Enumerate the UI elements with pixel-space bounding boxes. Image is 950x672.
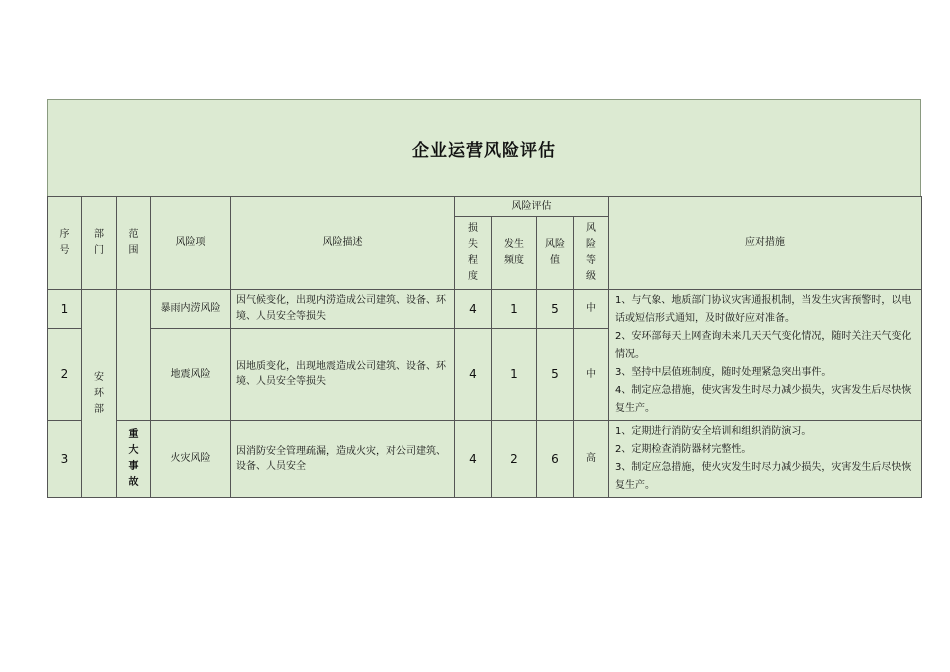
measure-line: 3、制定应急措施，使火灾发生时尽力减少损失，灾害发生后尽快恢复生产。 bbox=[615, 462, 912, 491]
row-frequency: 1 bbox=[492, 290, 537, 329]
row-loss: 4 bbox=[455, 421, 492, 498]
header-frequency: 发生频度 bbox=[492, 217, 537, 290]
row-seq: 3 bbox=[48, 421, 82, 498]
header-risk-value: 风险值 bbox=[537, 217, 574, 290]
row-frequency: 2 bbox=[492, 421, 537, 498]
header-loss-degree: 损失程度 bbox=[455, 217, 492, 290]
row-value: 5 bbox=[537, 328, 574, 420]
row-value: 6 bbox=[537, 421, 574, 498]
header-dept: 部门 bbox=[82, 197, 117, 290]
row-level: 中 bbox=[574, 328, 609, 420]
measure-line: 2、安环部每天上网查询未来几天天气变化情况，随时关注天气变化情况。 bbox=[615, 331, 912, 360]
measure-line: 4、制定应急措施，使灾害发生时尽力减少损失，灾害发生后尽快恢复生产。 bbox=[615, 385, 912, 414]
header-seq: 序号 bbox=[48, 197, 82, 290]
row-level: 中 bbox=[574, 290, 609, 329]
header-scope: 范围 bbox=[117, 197, 151, 290]
row-loss: 4 bbox=[455, 328, 492, 420]
scope-cell-empty bbox=[117, 290, 151, 421]
measure-line: 2、定期检查消防器材完整性。 bbox=[615, 444, 752, 455]
row-seq: 1 bbox=[48, 290, 82, 329]
row-risk-desc: 因气候变化，出现内涝造成公司建筑、设备、环境、人员安全等损失 bbox=[231, 290, 455, 329]
row-risk-desc: 因消防安全管理疏漏，造成火灾，对公司建筑、设备、人员安全 bbox=[231, 421, 455, 498]
measure-line: 1、与气象、地质部门协议灾害通报机制，当发生灾害预警时，以电话或短信形式通知，及时做好应对准备。 bbox=[615, 295, 912, 324]
department-cell: 安环部 bbox=[82, 290, 117, 498]
title-band bbox=[47, 99, 921, 196]
risk-assessment-sheet bbox=[47, 99, 921, 498]
row-risk-item: 地震风险 bbox=[151, 328, 231, 420]
header-assessment: 风险评估 bbox=[455, 197, 609, 217]
measures-natural bbox=[609, 290, 922, 421]
scope-cell-major: 重大事故 bbox=[117, 421, 151, 498]
row-loss: 4 bbox=[455, 290, 492, 329]
row-risk-desc: 因地质变化，出现地震造成公司建筑、设备、环境、人员安全等损失 bbox=[231, 328, 455, 420]
header-row-1 bbox=[48, 197, 922, 217]
measure-line: 1、定期进行消防安全培训和组织消防演习。 bbox=[615, 426, 812, 437]
measure-line: 3、坚持中层值班制度，随时处理紧急突出事件。 bbox=[615, 367, 832, 378]
header-risk-desc: 风险描述 bbox=[231, 197, 455, 290]
table-row bbox=[48, 421, 922, 498]
measures-fire bbox=[609, 421, 922, 498]
header-measures: 应对措施 bbox=[609, 197, 922, 290]
row-value: 5 bbox=[537, 290, 574, 329]
risk-table bbox=[47, 196, 922, 498]
row-seq: 2 bbox=[48, 328, 82, 420]
row-risk-item: 暴雨内涝风险 bbox=[151, 290, 231, 329]
table-row bbox=[48, 290, 922, 329]
row-risk-item: 火灾风险 bbox=[151, 421, 231, 498]
row-frequency: 1 bbox=[492, 328, 537, 420]
header-risk-item: 风险项 bbox=[151, 197, 231, 290]
header-risk-level: 风险等级 bbox=[574, 217, 609, 290]
page-title: 企业运营风险评估 bbox=[412, 140, 556, 161]
row-level: 高 bbox=[574, 421, 609, 498]
